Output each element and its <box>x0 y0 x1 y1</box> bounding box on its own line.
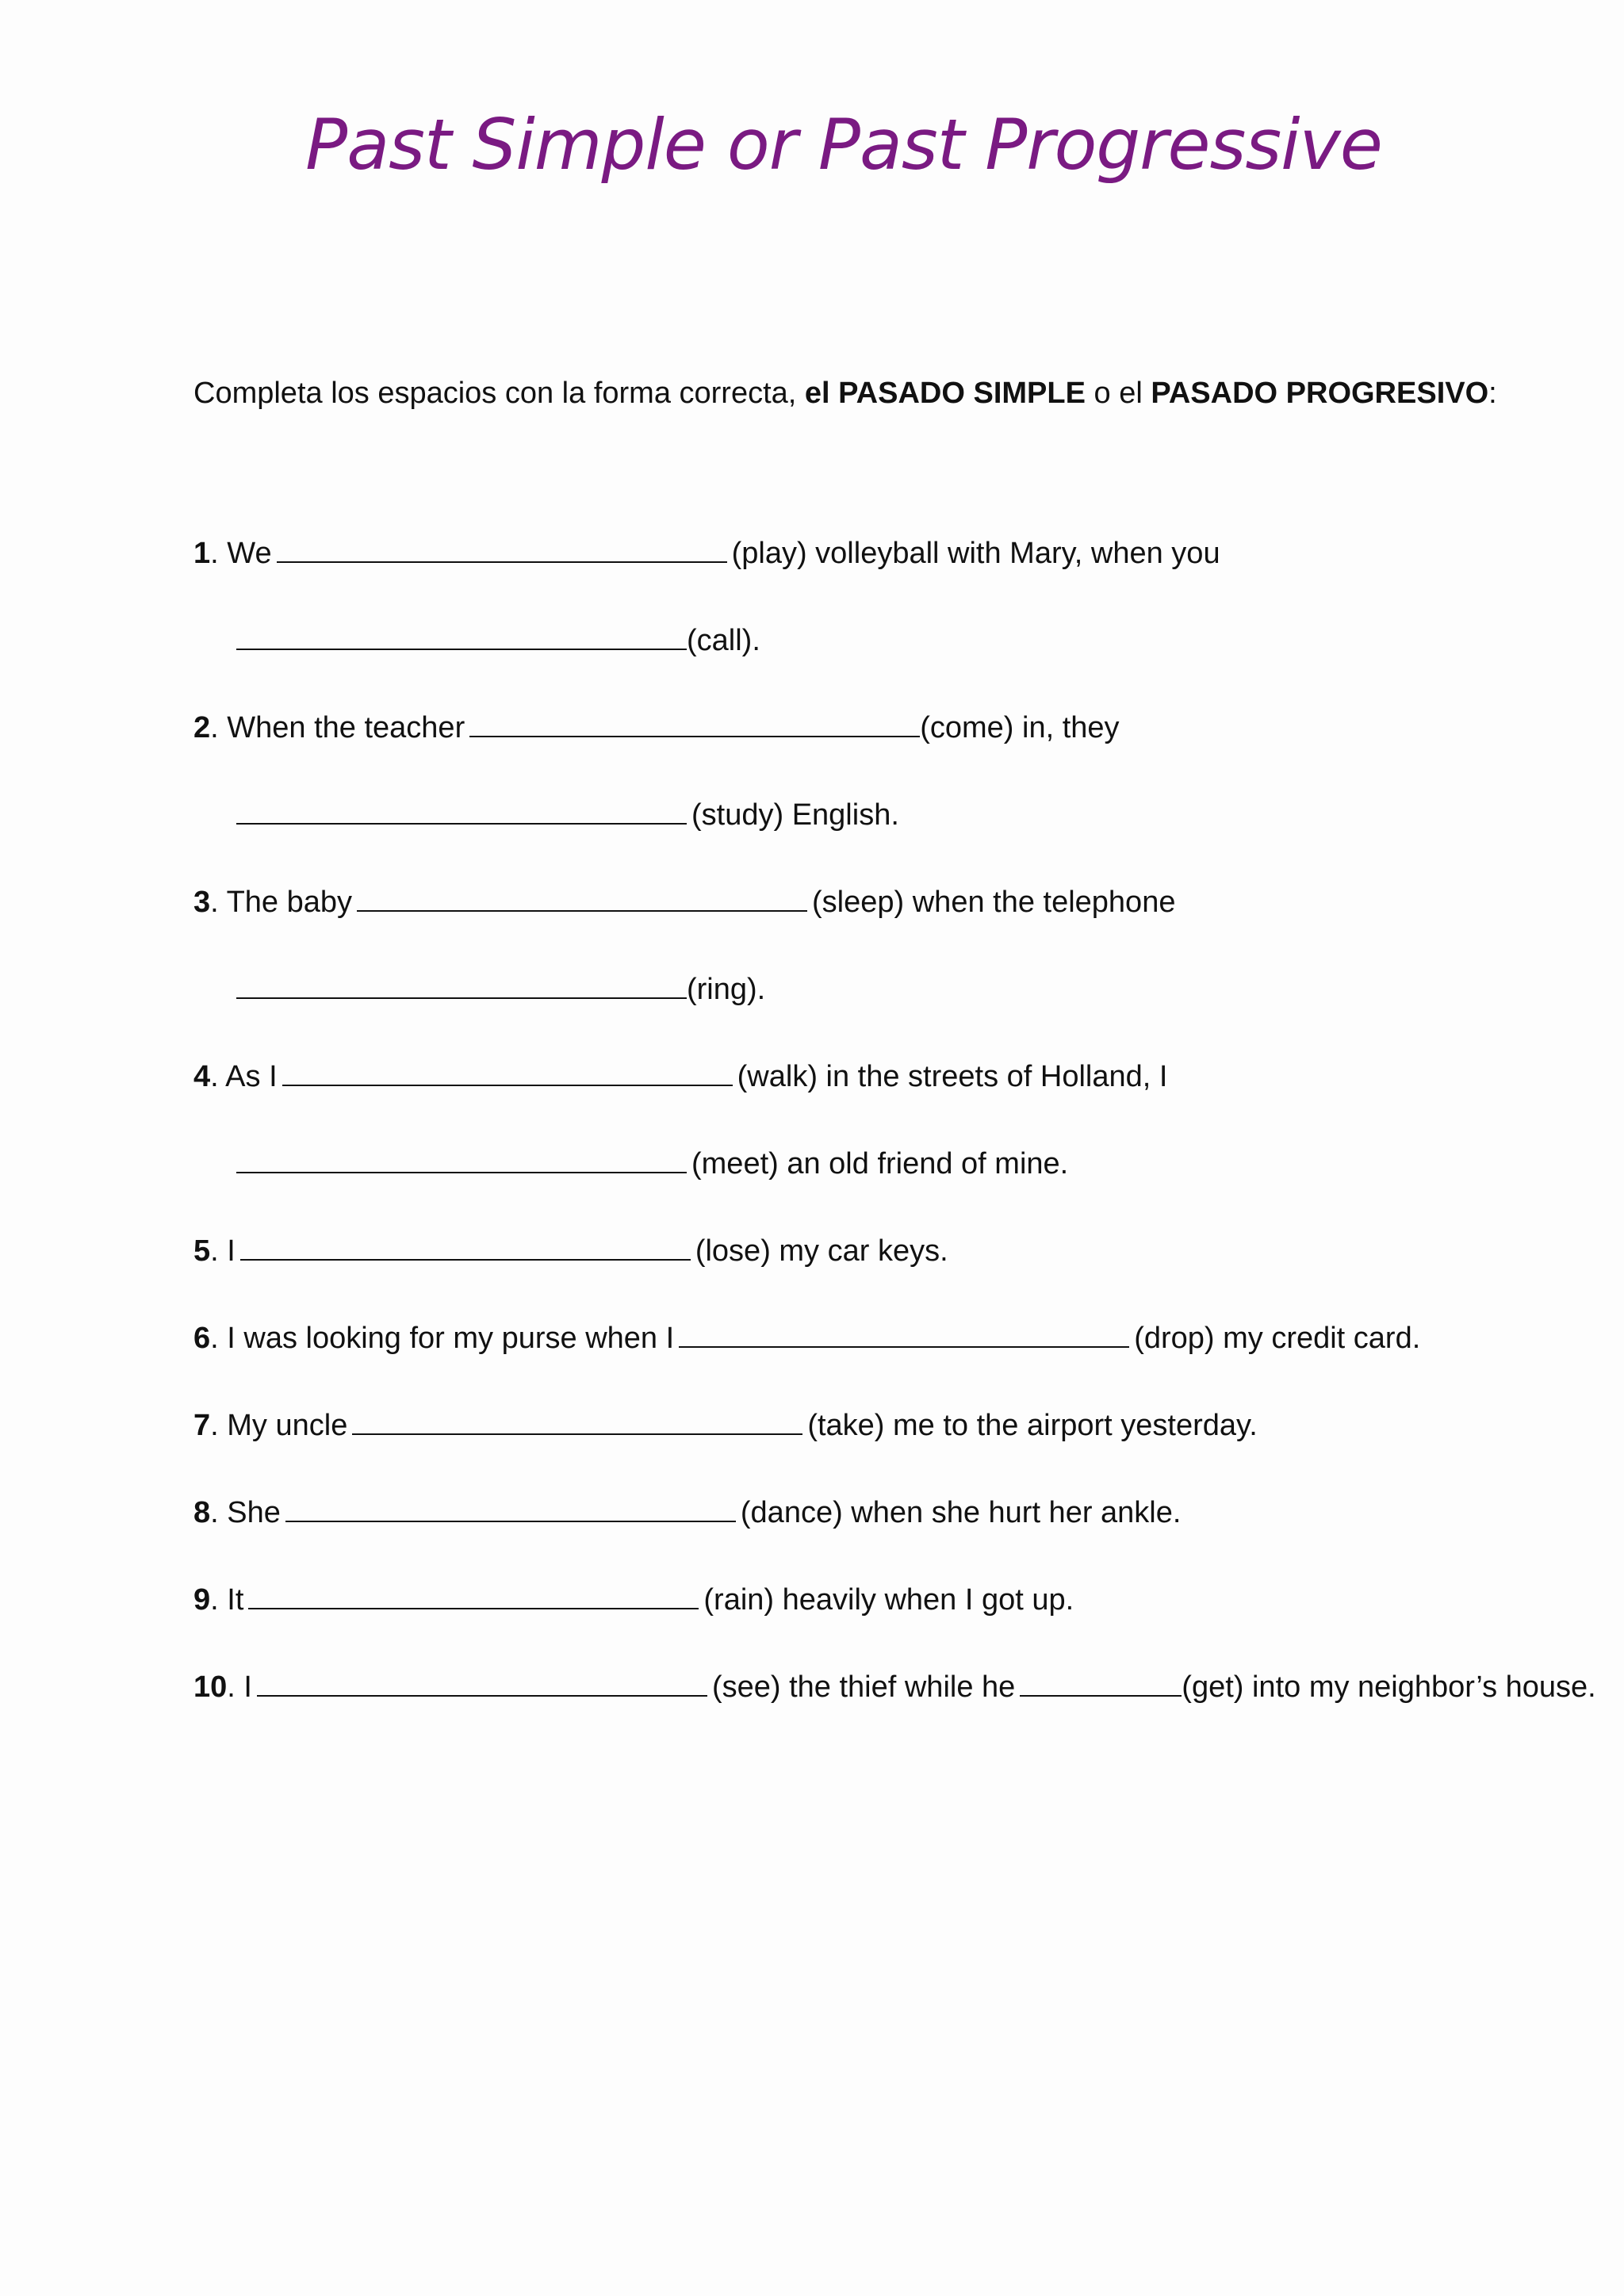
answer-blank[interactable] <box>469 712 920 737</box>
answer-blank[interactable] <box>248 1584 699 1609</box>
answer-blank[interactable] <box>240 1235 691 1261</box>
answer-blank[interactable] <box>236 1148 687 1173</box>
exercise-3-line-2 <box>232 966 765 1013</box>
exercise-text: (walk) in the streets of Holland, I <box>737 1060 1168 1093</box>
exercise-text: I <box>227 1234 236 1268</box>
exercise-5: 5. I (lose) my car keys. <box>193 1234 948 1268</box>
answer-blank[interactable] <box>277 538 727 563</box>
instructions-middle: o el <box>1094 377 1143 410</box>
answer-blank[interactable] <box>236 625 687 650</box>
exercise-4-line-2 <box>232 1140 1068 1188</box>
exercise-text: My uncle <box>227 1409 348 1442</box>
exercise-text: (meet) an old friend of mine. <box>691 1147 1069 1181</box>
exercise-text: As I <box>225 1060 278 1093</box>
answer-blank[interactable] <box>352 1410 802 1435</box>
exercise-text: I <box>243 1670 252 1704</box>
exercise-2-line-2 <box>232 791 899 839</box>
exercise-text: (play) volleyball with Mary, when you <box>731 537 1220 570</box>
exercise-text: (study) English. <box>691 798 899 832</box>
exercise-number: 8 <box>193 1496 211 1529</box>
exercise-number: 6 <box>193 1322 211 1355</box>
exercise-text: She <box>227 1496 281 1529</box>
exercise-9: 9. It (rain) heavily when I got up. <box>193 1583 1074 1617</box>
exercise-number: 9 <box>193 1583 211 1617</box>
answer-blank[interactable] <box>282 1061 733 1086</box>
exercise-number: 7 <box>193 1409 211 1442</box>
exercise-text: (come) in, they <box>920 711 1120 744</box>
exercise-number: 1 <box>193 537 211 570</box>
exercise-number: 3 <box>193 886 211 919</box>
exercise-6: 6. I was looking for my purse when I (drop) my credit card. <box>193 1322 1421 1355</box>
exercise-number: 2 <box>193 711 211 744</box>
exercise-number: 5 <box>193 1234 211 1268</box>
instructions-lead: Completa los espacios con la forma correcta, <box>193 377 797 410</box>
exercise-text: (dance) when she hurt her ankle. <box>740 1496 1182 1529</box>
exercise-text: It <box>227 1583 244 1617</box>
instructions <box>193 369 1497 417</box>
exercise-1-line-1: 1. We (play) volleyball with Mary, when you <box>193 537 1220 570</box>
exercise-text: The baby <box>226 886 353 919</box>
exercise-text: (drop) my credit card. <box>1134 1322 1421 1355</box>
exercise-8: 8. She (dance) when she hurt her ankle. <box>193 1496 1182 1529</box>
exercise-text: We <box>227 537 272 570</box>
answer-blank[interactable] <box>357 886 807 912</box>
exercise-text: (rain) heavily when I got up. <box>703 1583 1074 1617</box>
exercise-number: 10 <box>193 1670 228 1704</box>
exercise-number: 4 <box>193 1060 211 1093</box>
instructions-bold-progressive: PASADO PROGRESIVO <box>1151 377 1489 410</box>
exercise-text: (see) the thief while he <box>711 1670 1016 1704</box>
exercise-10: 10. I (see) the thief while he (get) into my neighbor’s house. <box>193 1670 1596 1704</box>
exercise-7: 7. My uncle (take) me to the airport yesterday. <box>193 1409 1258 1442</box>
exercise-3-line-1: 3. The baby (sleep) when the telephone <box>193 886 1176 919</box>
answer-blank[interactable] <box>1020 1671 1182 1697</box>
page-title: Past Simple or Past Progressive <box>305 104 1382 186</box>
exercise-text: (ring). <box>687 973 766 1006</box>
exercise-text: When the teacher <box>227 711 465 744</box>
exercise-text: (get) into my neighbor’s house. <box>1182 1670 1596 1704</box>
exercise-text: (sleep) when the telephone <box>812 886 1176 919</box>
exercise-text: (lose) my car keys. <box>695 1234 948 1268</box>
exercise-text: (call). <box>687 624 760 657</box>
answer-blank[interactable] <box>257 1671 707 1697</box>
instructions-end: : <box>1488 377 1497 410</box>
exercise-text: (take) me to the airport yesterday. <box>807 1409 1258 1442</box>
exercise-text: I was looking for my purse when I <box>227 1322 675 1355</box>
answer-blank[interactable] <box>285 1497 736 1522</box>
answer-blank[interactable] <box>236 799 687 825</box>
exercise-4-line-1: 4. As I (walk) in the streets of Holland, I <box>193 1060 1168 1093</box>
exercise-1-line-2 <box>232 617 760 664</box>
instructions-bold-simple: el PASADO SIMPLE <box>804 377 1086 410</box>
answer-blank[interactable] <box>679 1322 1129 1348</box>
exercise-2-line-1: 2. When the teacher (come) in, they <box>193 711 1120 744</box>
answer-blank[interactable] <box>236 974 687 999</box>
